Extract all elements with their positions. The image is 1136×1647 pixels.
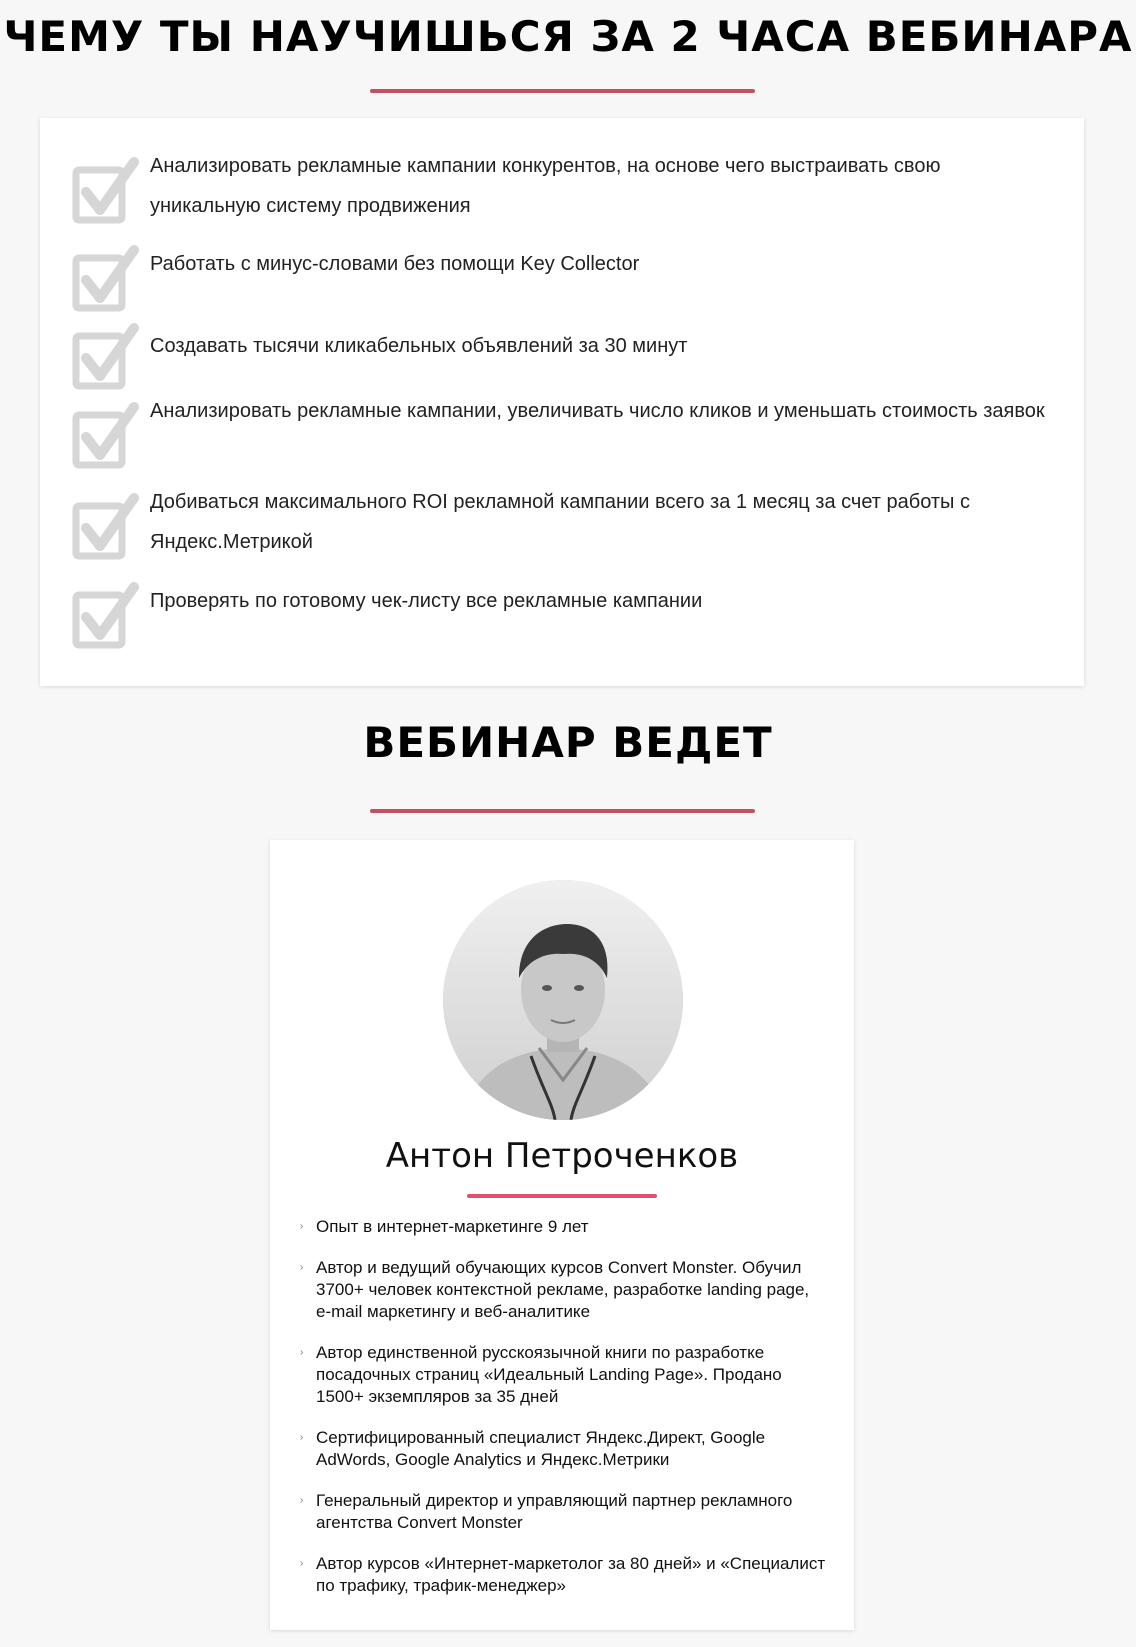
speaker-title-underline [370,809,755,813]
learn-card [40,118,1084,686]
chevron-right-icon: › [300,1432,304,1443]
checkbox-check-icon [72,581,140,653]
chevron-right-icon: › [300,1558,304,1569]
chevron-right-icon: › [300,1221,304,1232]
speaker-photo [443,880,683,1120]
learn-title-underline [370,89,755,93]
chevron-right-icon: › [300,1347,304,1358]
bio-item-text: Сертифицированный специалист Яндекс.Директ, Google AdWords, Google Analytics и Яндекс.Метрики [316,1428,766,1469]
learn-item-text: Добиваться максимального ROI рекламной кампании всего за 1 месяц за счет работы с Яндекс.Метрикой [150,491,970,553]
speaker-section-title: ВЕБИНАР ВЕДЕТ [363,718,773,767]
speaker-card [270,840,854,1630]
bio-item-text: Автор единственной русскоязычной книги по разработке посадочных страниц «Идеальный Landing Page». Продано 1500+ экземпляров за 35 дней [316,1343,782,1406]
bio-item [286,1490,826,1534]
checkbox-check-icon [72,492,140,564]
chevron-right-icon: › [300,1495,304,1506]
bio-item [286,1342,826,1408]
speaker-name-underline [467,1194,657,1198]
learn-item-text: Анализировать рекламные кампании, увеличивать число кликов и уменьшать стоимость заявок [150,400,1045,422]
chevron-right-icon: › [300,1262,304,1273]
speaker-photo-illustration [443,880,683,1120]
bio-item [286,1257,826,1323]
bio-item [286,1216,826,1238]
learn-section-title: ЧЕМУ ТЫ НАУЧИШЬСЯ ЗА 2 ЧАСА ВЕБИНАРА [3,12,1133,61]
checkbox-check-icon [72,401,140,473]
learn-item-text: Анализировать рекламные кампании конкурентов, на основе чего выстраивать свою уникальную систему продвижения [150,155,941,217]
bio-item-text: Опыт в интернет-маркетинге 9 лет [316,1217,589,1236]
bio-item [286,1427,826,1471]
bio-item-text: Автор и ведущий обучающих курсов Convert Monster. Обучил 3700+ человек контекстной рекламе, разработке landing page, e-mail маркетингу и веб-аналитике [316,1258,810,1321]
checkbox-check-icon [72,322,140,394]
learn-item-text: Проверять по готовому чек-листу все рекламные кампании [150,590,703,612]
learn-item-text: Создавать тысячи кликабельных объявлений за 30 минут [150,335,688,357]
speaker-name: Антон Петроченков [385,1136,739,1176]
bio-item-text: Автор курсов «Интернет-маркетолог за 80 дней» и «Специалист по трафику, трафик-менеджер» [316,1554,826,1595]
speaker-bio-list [286,1216,826,1616]
bio-item [286,1553,826,1597]
learn-item-text: Работать с минус-словами без помощи Key Collector [150,253,640,275]
checkbox-check-icon [72,244,140,316]
checkbox-check-icon [72,156,140,228]
bio-item-text: Генеральный директор и управляющий партнер рекламного агентства Convert Monster [316,1491,793,1532]
